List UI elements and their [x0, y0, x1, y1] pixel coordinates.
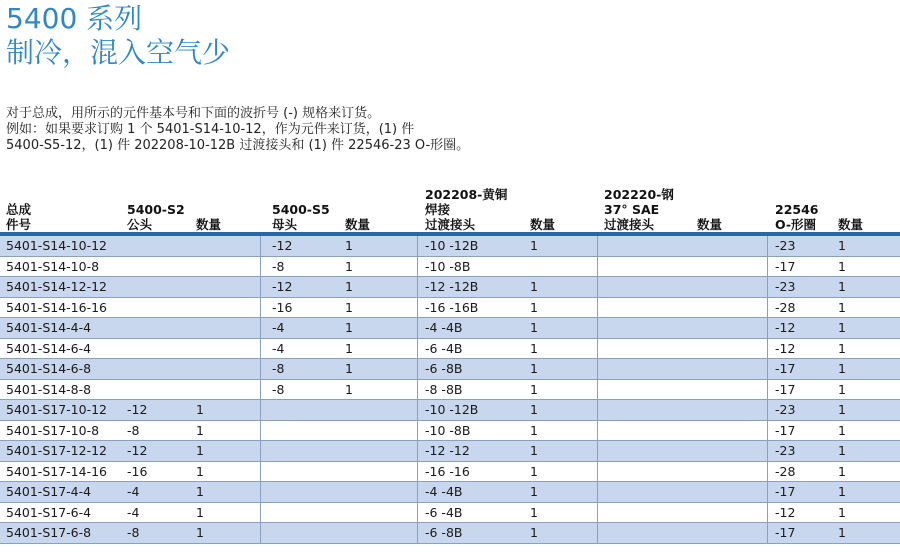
cell-s5: -4 [272, 340, 285, 356]
table-row [0, 523, 900, 544]
cell-or: -23 [775, 402, 796, 417]
cell-brq: 1 [530, 361, 538, 376]
header-202220-steel-adapter: 202220-钢 37° SAE 过渡接头 [604, 187, 674, 232]
cell-part: 5401-S14-12-12 [6, 279, 107, 294]
intro-line: 5400-S5-12，(1) 件 202208-10-12B 过渡接头和 (1) 件 22546-23 O-形圈。 [6, 138, 470, 153]
cell-s2q: 1 [196, 443, 204, 458]
ordering-instructions [6, 106, 469, 154]
table-row [0, 277, 900, 298]
cell-brq: 1 [530, 381, 538, 397]
column-divider [767, 380, 768, 400]
cell-s5: -4 [272, 320, 285, 335]
cell-s2: -16 [127, 463, 148, 479]
intro-line: 例如：如果要求订购 1 个 5401-S14-10-12，作为元件来订货，(1) 件 [6, 122, 415, 137]
cell-s5q: 1 [345, 299, 353, 315]
cell-orq: 1 [838, 443, 846, 458]
column-divider [767, 523, 768, 543]
cell-part: 5401-S14-6-8 [6, 361, 92, 376]
column-divider [417, 236, 418, 256]
column-divider [767, 277, 768, 297]
header-22546-o-ring: 22546 O-形圈 [775, 202, 819, 232]
column-divider [767, 298, 768, 318]
cell-orq: 1 [838, 463, 846, 479]
column-divider [767, 236, 768, 256]
cell-s5: -8 [272, 258, 285, 274]
cell-s2: -8 [127, 525, 140, 540]
table-row [0, 359, 900, 380]
cell-orq: 1 [838, 381, 846, 397]
header-5400-s2-male: 5400-S2 公头 [127, 202, 185, 232]
cell-orq: 1 [838, 504, 846, 520]
cell-br: -16 -16 [425, 463, 470, 479]
cell-brq: 1 [530, 504, 538, 520]
table-row [0, 318, 900, 339]
column-divider [260, 298, 261, 318]
column-divider [597, 318, 598, 338]
cell-or: -12 [775, 320, 796, 335]
cell-br: -12 -12 [425, 443, 470, 458]
cell-brq: 1 [530, 525, 538, 540]
cell-s2q: 1 [196, 504, 204, 520]
cell-brq: 1 [530, 279, 538, 294]
cell-s2: -4 [127, 504, 140, 520]
cell-part: 5401-S17-4-4 [6, 484, 92, 499]
column-divider [260, 400, 261, 420]
cell-part: 5401-S17-14-16 [6, 463, 107, 479]
intro-line: 对于总成，用所示的元件基本号和下面的波折号 (-) 规格来订货。 [6, 106, 381, 121]
table-row [0, 462, 900, 483]
cell-br: -8 -8B [425, 381, 463, 397]
series-subtitle: 制冷，混入空气少 [6, 36, 231, 69]
column-divider [597, 523, 598, 543]
column-divider [260, 441, 261, 461]
parts-table-body [0, 236, 900, 544]
cell-part: 5401-S14-10-8 [6, 258, 100, 274]
header-brass-qty: 数量 [530, 217, 556, 232]
column-divider [417, 462, 418, 482]
cell-or: -23 [775, 238, 796, 253]
column-divider [260, 482, 261, 502]
cell-brq: 1 [530, 463, 538, 479]
column-divider [417, 257, 418, 277]
column-divider [597, 421, 598, 441]
cell-orq: 1 [838, 320, 846, 335]
column-divider [417, 359, 418, 379]
cell-s5q: 1 [345, 361, 353, 376]
column-divider [260, 236, 261, 256]
cell-s5: -8 [272, 381, 285, 397]
column-divider [417, 298, 418, 318]
column-divider [260, 380, 261, 400]
column-divider [417, 277, 418, 297]
cell-orq: 1 [838, 258, 846, 274]
cell-s5q: 1 [345, 258, 353, 274]
column-divider [767, 400, 768, 420]
column-divider [767, 421, 768, 441]
cell-s5: -16 [272, 299, 293, 315]
cell-br: -10 -8B [425, 422, 471, 438]
table-row [0, 236, 900, 257]
column-divider [417, 441, 418, 461]
header-s2-qty: 数量 [196, 217, 222, 232]
header-5400-s5-female: 5400-S5 母头 [272, 202, 330, 232]
cell-s2q: 1 [196, 422, 204, 438]
column-divider [260, 503, 261, 523]
cell-brq: 1 [530, 299, 538, 315]
column-divider [597, 400, 598, 420]
cell-orq: 1 [838, 402, 846, 417]
cell-brq: 1 [530, 402, 538, 417]
cell-part: 5401-S17-10-12 [6, 402, 107, 417]
table-row [0, 421, 900, 442]
cell-s2: -12 [127, 402, 148, 417]
cell-s5q: 1 [345, 381, 353, 397]
header-steel-qty: 数量 [697, 217, 723, 232]
cell-br: -10 -8B [425, 258, 471, 274]
cell-br: -10 -12B [425, 402, 479, 417]
column-divider [597, 236, 598, 256]
column-divider [260, 359, 261, 379]
cell-br: -16 -16B [425, 299, 479, 315]
table-row [0, 441, 900, 462]
cell-s5q: 1 [345, 238, 353, 253]
cell-part: 5401-S14-6-4 [6, 340, 92, 356]
table-row [0, 339, 900, 360]
column-divider [597, 277, 598, 297]
cell-or: -28 [775, 299, 796, 315]
cell-s2q: 1 [196, 525, 204, 540]
cell-or: -23 [775, 279, 796, 294]
cell-orq: 1 [838, 361, 846, 376]
column-divider [767, 503, 768, 523]
column-divider [597, 380, 598, 400]
cell-s5: -12 [272, 238, 293, 253]
cell-br: -4 -4B [425, 484, 463, 499]
column-divider [767, 318, 768, 338]
column-divider [417, 421, 418, 441]
column-divider [417, 339, 418, 359]
cell-or: -17 [775, 525, 796, 540]
cell-brq: 1 [530, 443, 538, 458]
column-divider [597, 359, 598, 379]
header-assembly-part-no: 总成 件号 [6, 202, 32, 232]
header-202208-brass-adapter: 202208-黄铜 焊接 过渡接头 [425, 187, 508, 232]
cell-br: -6 -8B [425, 361, 463, 376]
cell-orq: 1 [838, 279, 846, 294]
column-divider [767, 482, 768, 502]
header-o-ring-qty: 数量 [838, 217, 864, 232]
table-row [0, 257, 900, 278]
table-row [0, 503, 900, 524]
column-divider [417, 503, 418, 523]
column-divider [597, 298, 598, 318]
cell-part: 5401-S14-4-4 [6, 320, 92, 335]
column-divider [597, 482, 598, 502]
column-divider [417, 523, 418, 543]
column-divider [260, 523, 261, 543]
cell-orq: 1 [838, 422, 846, 438]
cell-or: -17 [775, 484, 796, 499]
table-row [0, 482, 900, 503]
cell-part: 5401-S14-8-8 [6, 381, 92, 397]
column-divider [597, 441, 598, 461]
column-divider [260, 462, 261, 482]
column-divider [767, 339, 768, 359]
cell-or: -28 [775, 463, 796, 479]
column-divider [767, 359, 768, 379]
cell-or: -17 [775, 361, 796, 376]
cell-or: -17 [775, 422, 796, 438]
cell-part: 5401-S17-10-8 [6, 422, 100, 438]
cell-s2q: 1 [196, 402, 204, 417]
header-s5-qty: 数量 [345, 217, 371, 232]
cell-br: -6 -8B [425, 525, 463, 540]
cell-brq: 1 [530, 422, 538, 438]
cell-part: 5401-S17-6-4 [6, 504, 92, 520]
column-divider [260, 257, 261, 277]
column-divider [597, 462, 598, 482]
table-row [0, 298, 900, 319]
cell-or: -17 [775, 381, 796, 397]
cell-or: -12 [775, 340, 796, 356]
cell-s2q: 1 [196, 484, 204, 499]
cell-brq: 1 [530, 340, 538, 356]
cell-s5q: 1 [345, 340, 353, 356]
cell-part: 5401-S17-6-8 [6, 525, 92, 540]
column-divider [417, 482, 418, 502]
cell-orq: 1 [838, 340, 846, 356]
table-header [0, 182, 900, 232]
cell-part: 5401-S14-10-12 [6, 238, 107, 253]
cell-s2: -8 [127, 422, 140, 438]
cell-br: -6 -4B [425, 504, 463, 520]
column-divider [767, 441, 768, 461]
cell-br: -12 -12B [425, 279, 479, 294]
table-row [0, 380, 900, 401]
cell-s5: -12 [272, 279, 293, 294]
column-divider [260, 339, 261, 359]
column-divider [417, 400, 418, 420]
column-divider [597, 503, 598, 523]
column-divider [417, 318, 418, 338]
column-divider [767, 462, 768, 482]
column-divider [417, 380, 418, 400]
cell-orq: 1 [838, 525, 846, 540]
table-row [0, 400, 900, 421]
column-divider [260, 421, 261, 441]
cell-s5q: 1 [345, 320, 353, 335]
cell-br: -4 -4B [425, 320, 463, 335]
cell-brq: 1 [530, 484, 538, 499]
cell-br: -6 -4B [425, 340, 463, 356]
cell-brq: 1 [530, 320, 538, 335]
column-divider [260, 277, 261, 297]
cell-part: 5401-S14-16-16 [6, 299, 107, 315]
cell-br: -10 -12B [425, 238, 479, 253]
column-divider [597, 257, 598, 277]
cell-s2q: 1 [196, 463, 204, 479]
column-divider [597, 339, 598, 359]
cell-or: -12 [775, 504, 796, 520]
cell-orq: 1 [838, 238, 846, 253]
column-divider [260, 318, 261, 338]
series-title: 5400 系列 [6, 2, 143, 35]
cell-or: -23 [775, 443, 796, 458]
cell-orq: 1 [838, 484, 846, 499]
cell-part: 5401-S17-12-12 [6, 443, 107, 458]
column-divider [767, 257, 768, 277]
cell-or: -17 [775, 258, 796, 274]
cell-brq: 1 [530, 238, 538, 253]
cell-s2: -12 [127, 443, 148, 458]
cell-s2: -4 [127, 484, 140, 499]
cell-s5q: 1 [345, 279, 353, 294]
cell-s5: -8 [272, 361, 285, 376]
cell-orq: 1 [838, 299, 846, 315]
